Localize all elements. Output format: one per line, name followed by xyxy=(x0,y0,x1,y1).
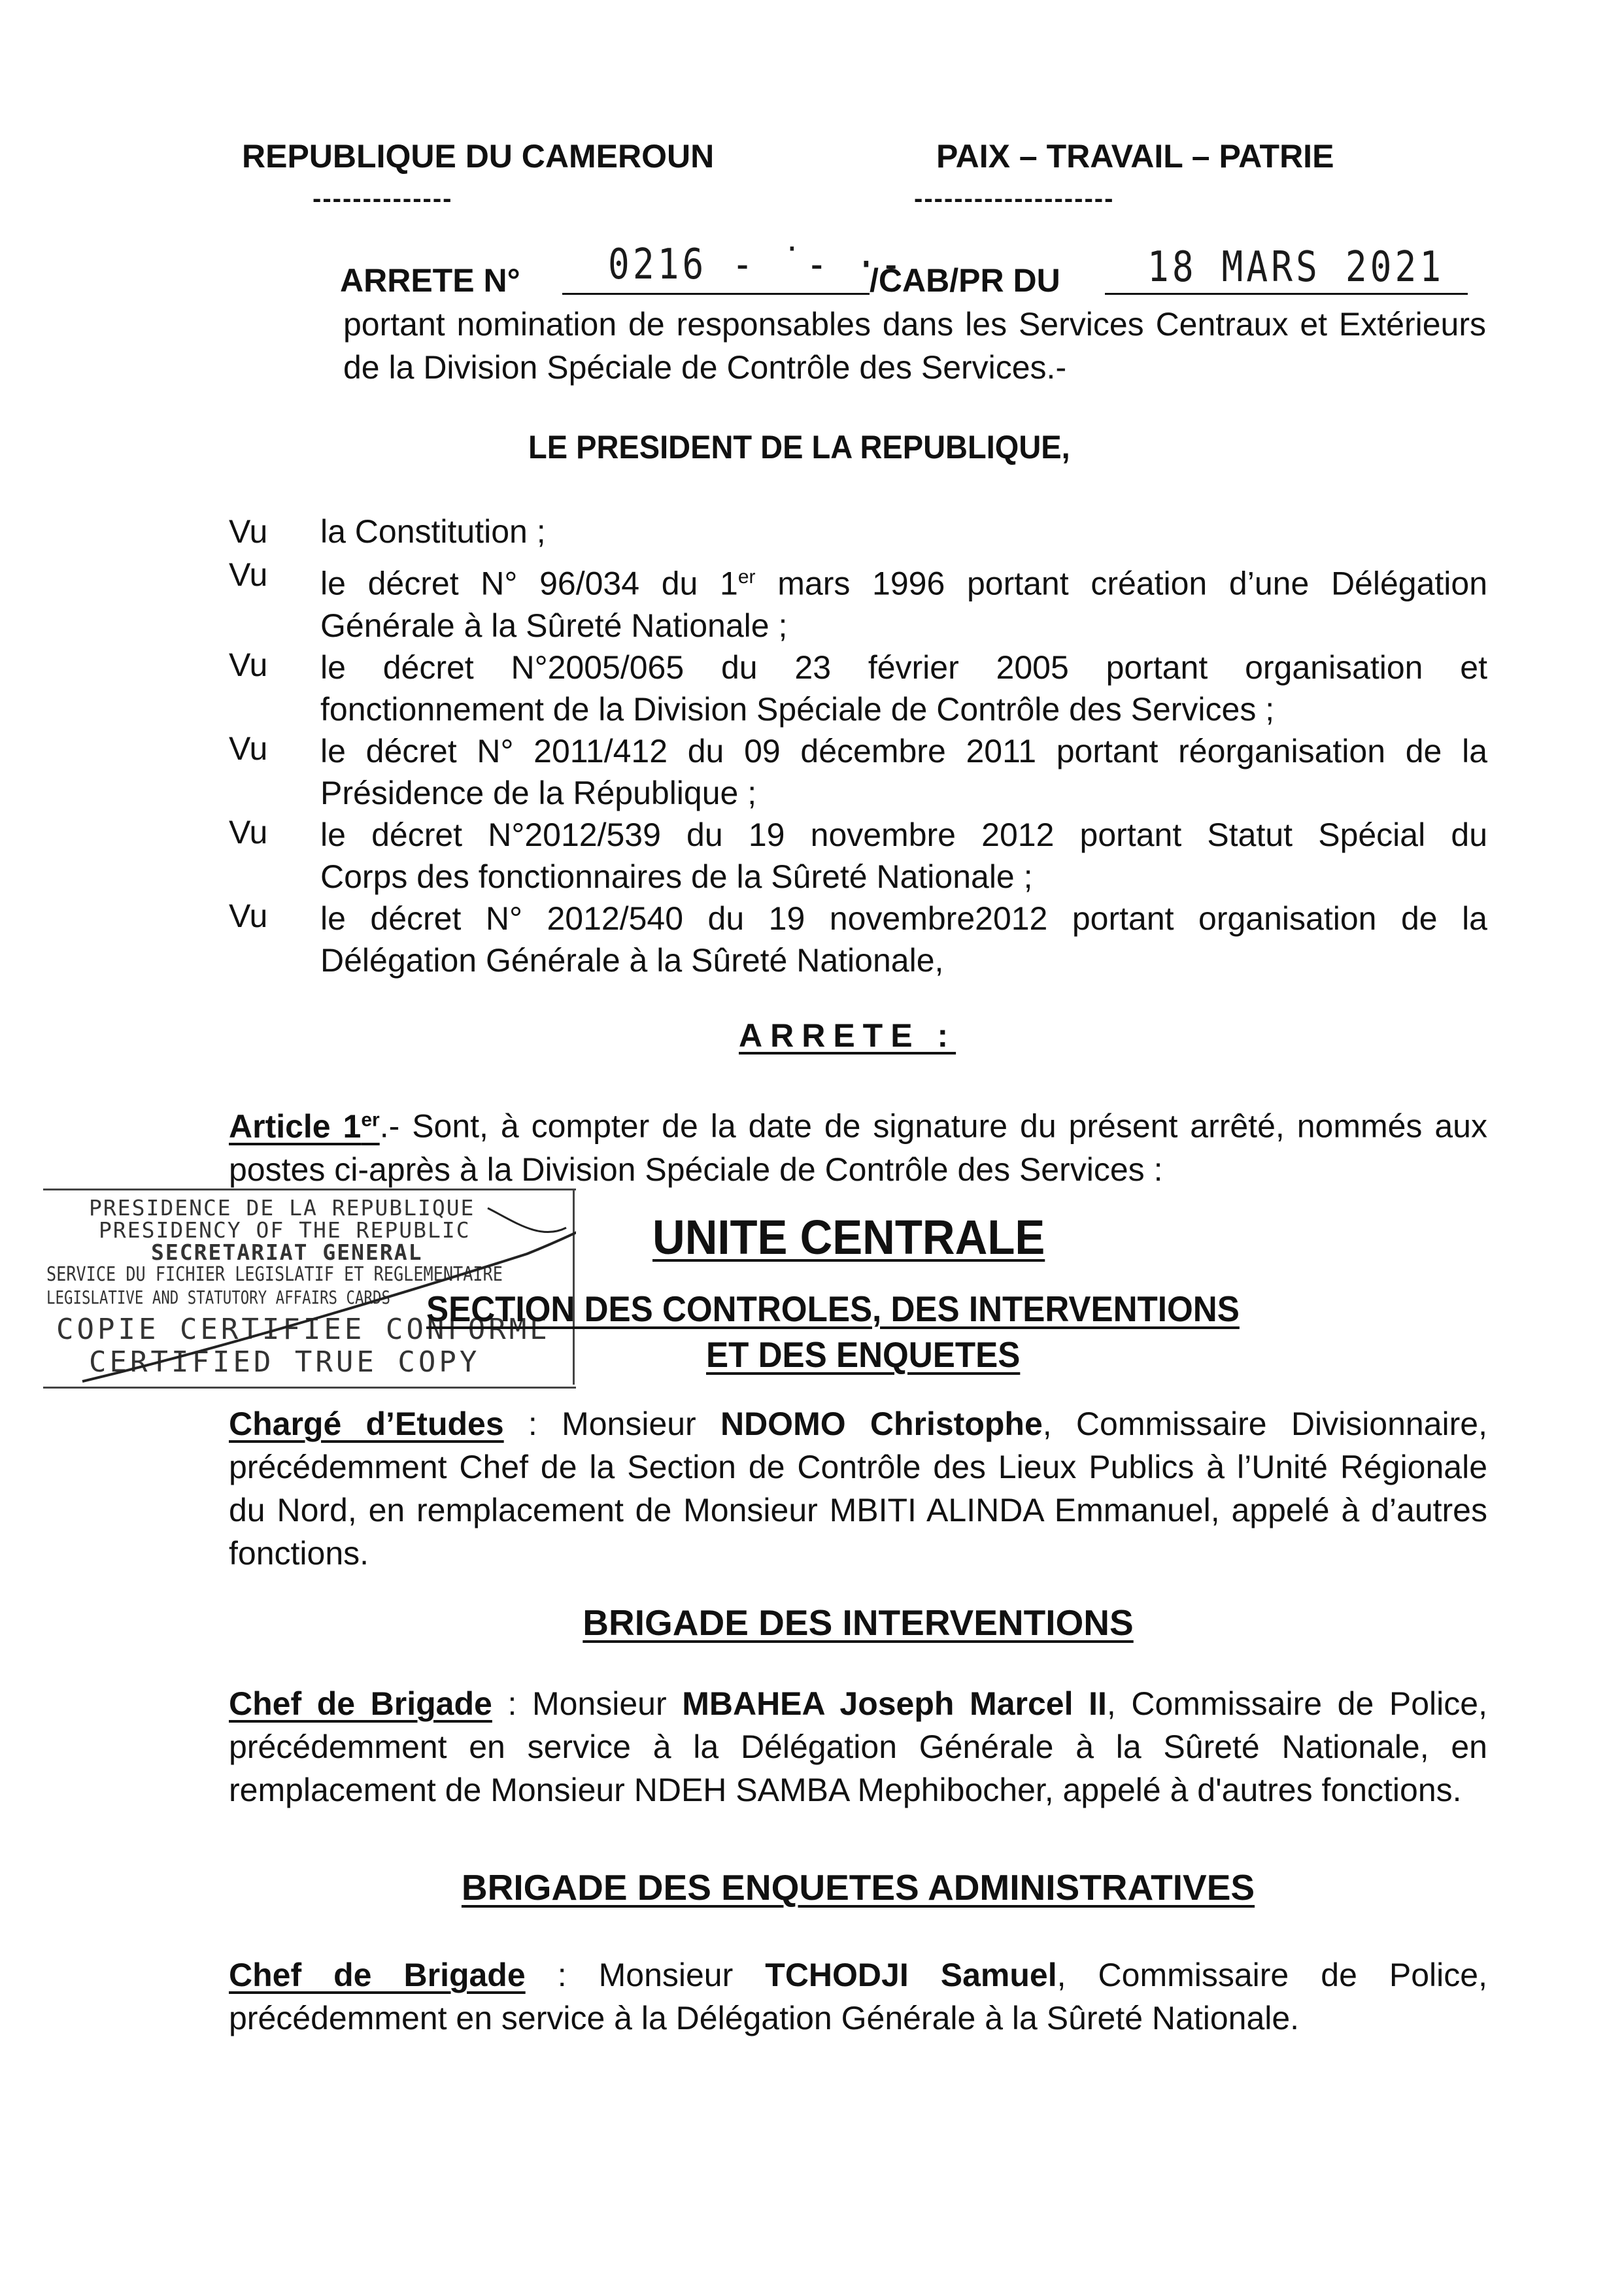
article-1-label xyxy=(229,1108,380,1145)
section-1-title-line1: SECTION DES CONTROLES, DES INTERVENTIONS xyxy=(426,1289,1240,1329)
president-title: LE PRESIDENT DE LA REPUBLIQUE, xyxy=(528,429,1070,465)
section-3-colon: : xyxy=(525,1957,567,1993)
vu-label: Vu xyxy=(229,646,268,683)
header-country: REPUBLIQUE DU CAMEROUN xyxy=(242,138,715,175)
section-2-rest: , Commissaire de Police, précédemment en service à la Délégation Générale à la Sûreté Nationale, en remplacement de Monsieur NDEH SAMBA Mephibocher, appelé à d'autres fonctions. xyxy=(229,1685,1487,1808)
section-2-title: BRIGADE DES INTERVENTIONS xyxy=(583,1602,1134,1643)
section-1-colon: : xyxy=(503,1406,537,1442)
vu-item xyxy=(229,730,1487,813)
header-motto: PAIX – TRAVAIL – PATRIE xyxy=(936,138,1334,175)
section-2-pre: Monsieur xyxy=(516,1685,683,1722)
article-1-text: .- Sont, à compter de la date de signature du présent arrêté, nommés aux postes ci-après à la Division Spéciale de Contrôle des Services : xyxy=(229,1107,1487,1188)
vu-text-line2: fonctionnement de la Division Spéciale de Contrôle des Services ; xyxy=(320,690,1275,728)
vu-item xyxy=(229,813,1487,897)
section-3-name: TCHODJI Samuel xyxy=(765,1957,1057,1993)
stamp-line-5: LEGISLATIVE AND STATUTORY AFFAIRS CARDS xyxy=(46,1287,390,1308)
section-1-pre: Monsieur xyxy=(537,1406,720,1442)
decree-number-handwritten: 0216 - ˙- ·- xyxy=(608,241,905,289)
section-2-colon: : xyxy=(492,1685,517,1722)
stamp-line-1: PRESIDENCE DE LA REPUBLIQUE xyxy=(89,1195,475,1221)
section-2-role: Chef de Brigade xyxy=(229,1685,492,1722)
section-3-pre: Monsieur xyxy=(566,1957,766,1993)
stamp-line-2: PRESIDENCY OF THE REPUBLIC xyxy=(99,1217,471,1243)
section-1-name: NDOMO Christophe xyxy=(720,1406,1043,1442)
decree-number-underline xyxy=(562,293,870,295)
stamp-line-7: CERTIFIED TRUE COPY xyxy=(89,1345,481,1379)
section-2-name: MBAHEA Joseph Marcel II xyxy=(682,1685,1107,1722)
vu-label: Vu xyxy=(229,897,268,934)
article-1-label-text: Article 1 xyxy=(229,1107,362,1145)
vu-item xyxy=(229,513,1487,556)
vu-text-a: le décret N° 96/034 du 1 xyxy=(320,565,738,602)
article-1 xyxy=(229,1098,1487,1191)
header-country-dashes: -------------- xyxy=(313,184,453,213)
stamp-line-6: COPIE CERTIFIEE CONFORME xyxy=(56,1313,550,1346)
vu-text-line2: Corps des fonctionnaires de la Sûreté Nationale ; xyxy=(320,858,1033,895)
vu-text-line2: Générale à la Sûreté Nationale ; xyxy=(320,607,788,644)
header-motto-dashes: -------------------- xyxy=(914,184,1115,213)
vu-text: le décret N°2005/065 du 23 février 2005 portant organisation et xyxy=(320,649,1487,686)
section-1-paragraph xyxy=(229,1402,1487,1575)
stamp-line-4: SERVICE DU FICHIER LEGISLATIF ET REGLEMENTAIRE xyxy=(46,1263,503,1286)
vu-text-line2: Délégation Générale à la Sûreté Nationale, xyxy=(320,941,944,979)
vu-text: le décret N° 2012/540 du 19 novembre2012 portant organisation de la xyxy=(320,900,1487,937)
vu-label: Vu xyxy=(229,513,268,550)
section-3-paragraph xyxy=(229,1953,1487,2040)
vu-text-sup: er xyxy=(737,566,756,588)
vu-label: Vu xyxy=(229,730,268,767)
section-3-rest: , Commissaire de Police, précédemment en service à la Délégation Générale à la Sûreté Nationale. xyxy=(229,1957,1487,2036)
vu-label: Vu xyxy=(229,556,268,593)
section-3-role: Chef de Brigade xyxy=(229,1957,526,1993)
decree-prefix: ARRETE N° xyxy=(340,262,520,299)
decree-date-underline xyxy=(1105,293,1468,295)
vu-item xyxy=(229,646,1487,730)
vu-item xyxy=(229,556,1487,646)
section-3-title: BRIGADE DES ENQUETES ADMINISTRATIVES xyxy=(461,1867,1255,1908)
vu-text-b: mars 1996 portant création d’une Délégation xyxy=(755,565,1488,602)
article-1-label-sup: er xyxy=(361,1109,380,1130)
decree-suffix: /CAB/PR DU xyxy=(870,262,1060,299)
vu-list xyxy=(229,513,1487,981)
vu-text xyxy=(320,556,1487,605)
decree-date-handwritten: 18 MARS 2021 xyxy=(1147,243,1445,292)
vu-text: la Constitution ; xyxy=(320,513,546,550)
section-2-paragraph xyxy=(229,1682,1487,1812)
vu-text-line2: Présidence de la République ; xyxy=(320,774,757,811)
section-1-role: Chargé d’Etudes xyxy=(229,1406,504,1442)
section-1-rest: , Commissaire Divisionnaire, précédemment Chef de la Section de Contrôle des Lieux Publics à l’Unité Régionale du Nord, en remplacement de Monsieur MBITI ALINDA Emmanuel, appelé à d’autres fonctions. xyxy=(229,1406,1487,1572)
vu-text: le décret N° 2011/412 du 09 décembre 2011 portant réorganisation de la xyxy=(320,732,1487,769)
vu-text: le décret N°2012/539 du 19 novembre 2012 portant Statut Spécial du xyxy=(320,816,1487,853)
unite-centrale-heading: UNITE CENTRALE xyxy=(652,1210,1045,1264)
stamp-line-3: SECRETARIAT GENERAL xyxy=(151,1240,423,1265)
arrete-heading: ARRETE : xyxy=(739,1017,956,1054)
vu-label: Vu xyxy=(229,813,268,851)
decree-subject: portant nomination de responsables dans les Services Centraux et Extérieurs de la Division Spéciale de Contrôle des Services.- xyxy=(343,306,1486,386)
section-1-title-line2: ET DES ENQUETES xyxy=(706,1334,1021,1375)
vu-item xyxy=(229,897,1487,981)
